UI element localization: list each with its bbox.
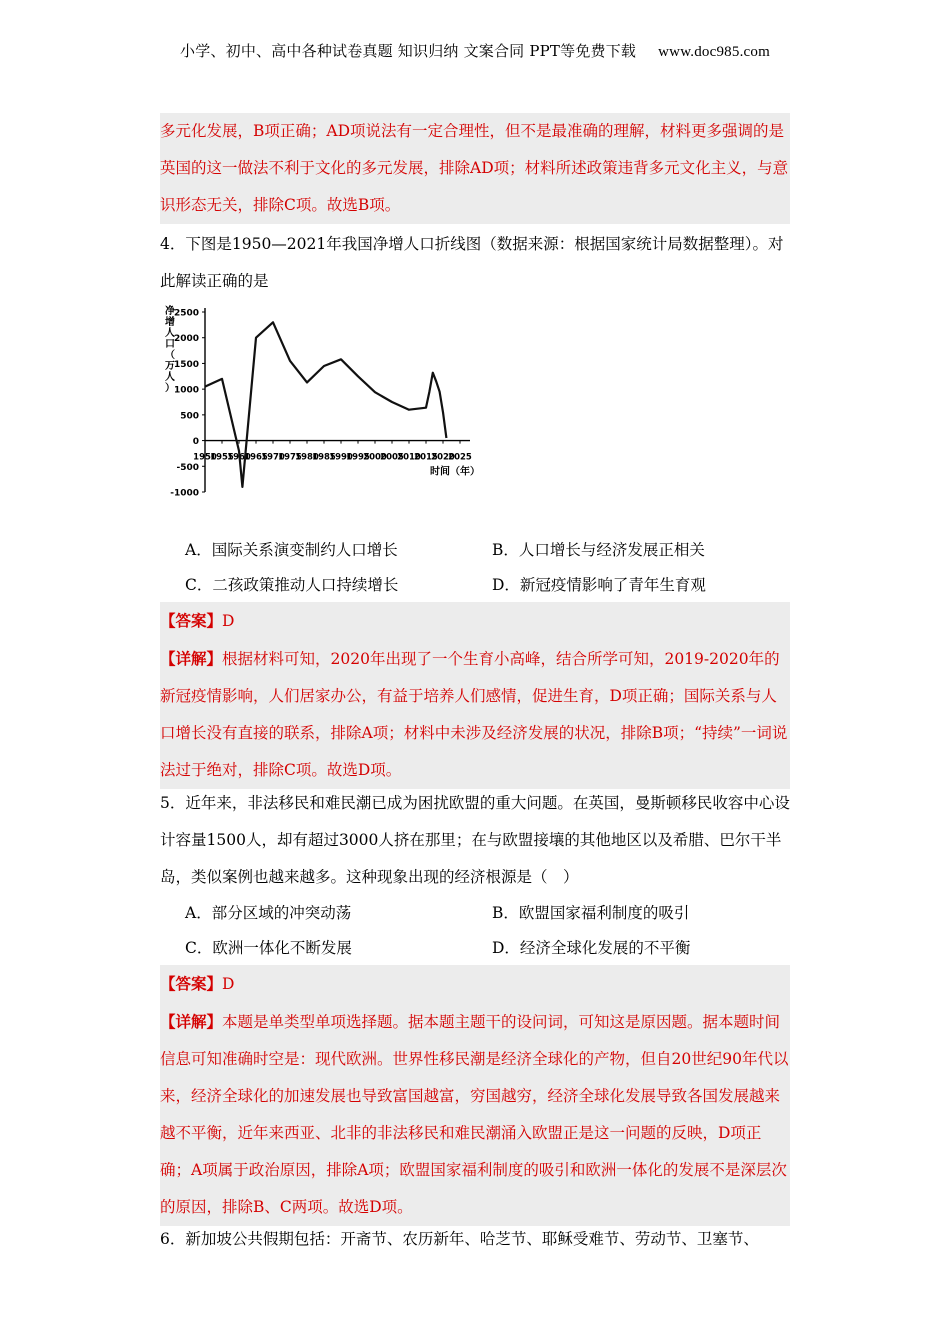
x-tick-label: 2005 [380,452,404,463]
q5-answer-line [160,965,790,1003]
y-tick-label: 2000 [173,334,199,345]
q4-option-b: B．人口增长与经济发展正相关 [492,541,705,559]
x-tick-label: 2015 [414,452,438,463]
x-tick-label: 1950 [193,452,217,463]
y-tick-label: 2500 [173,308,199,319]
q5-option-a: A．部分区域的冲突动荡 [185,904,352,922]
q4-option-a: A．国际关系演变制约人口增长 [185,541,398,559]
q5-detail-tag: 【详解】 [160,1012,223,1031]
y-tick-label: -1000 [170,488,199,499]
x-tick-label: 1965 [244,452,268,463]
x-tick-label: 2025 [448,452,472,463]
y-axis-label: 净增人口（万人） [165,306,175,394]
y-tick-label: 1500 [173,359,199,370]
q4-answer: D [222,612,235,630]
y-tick-label: 1000 [173,385,199,396]
q5-answer-block [160,965,790,1226]
q6-stem: 6．新加坡公共假期包括：开斋节、农历新年、哈芝节、耶稣受难节、劳动节、卫塞节、 [160,1230,759,1248]
prev-explanation: 多元化发展，B项正确；AD项说法有一定合理性，但不是最准确的理解，材料更多强调的是英国的这一做法不利于文化的多元发展，排除AD项；材料所述政策违背多元文化主义，与意识形态无关，排除C项。故选B项。 [160,113,790,224]
y-tick-label: -500 [176,462,199,473]
x-axis-label: 时间（年） [430,466,480,478]
q4-option-d: D．新冠疫情影响了青年生育观 [492,576,706,594]
y-tick-label: 500 [180,411,199,422]
x-tick-label: 1955 [210,452,234,463]
q5-option-d: D．经济全球化发展的不平衡 [492,939,691,957]
q4-detail-tag: 【详解】 [160,649,223,668]
q5-detail: 本题是单类型单项选择题。据本题主题干的设问词，可知这是原因题。据本题时间信息可知准确时空是：现代欧洲。世界性移民潮是经济全球化的产物，但自20世纪90年代以来，经济全球化的加速发展也导致富国越富，穷国越穷，经济全球化发展导致各国发展越来越不平衡，近年来西亚、北非的非法移民和难民潮涌入欧盟正是这一问题的反映，D项正确；A项属于政治原因，排除A项；欧盟国家福利制度的吸引和欧洲一体化的发展不是深层次的原因，排除B、C两项。故选D项。 [160,1013,789,1216]
q5-answer-tag: 【答案】 [160,974,223,993]
x-tick-label: 1975 [278,452,302,463]
q4-option-c: C．二孩政策推动人口持续增长 [185,576,399,594]
q5-answer: D [222,975,235,993]
x-tick-label: 2020 [431,452,455,463]
q4-answer-block [160,602,790,789]
x-tick-label: 1960 [227,452,251,463]
q5-stem: 5．近年来，非法移民和难民潮已成为困扰欧盟的重大问题。在英国，曼斯顿移民收容中心设计容量1500人，却有超过3000人挤在那里；在与欧盟接壤的其他地区以及希腊、巴尔干半岛，类似案例也越来越多。这种现象出现的经济根源是（ ） [160,794,790,886]
x-tick-label: 1970 [261,452,285,463]
x-tick-label: 1980 [295,452,319,463]
q4-detail: 根据材料可知，2020年出现了一个生育小高峰，结合所学可知，2019-2020年的新冠疫情影响，人们居家办公，有益于培养人们感情，促进生育，D项正确；国际关系与人口增长没有直接的联系，排除A项；材料中未涉及经济发展的状况，排除B项；“持续”一词说法过于绝对，排除C项。故选D项。 [160,650,788,779]
q4-answer-line [160,602,790,640]
x-tick-label: 2000 [363,452,387,463]
y-tick-label: 0 [192,437,199,448]
page-header [0,40,950,61]
q4-answer-tag: 【答案】 [160,611,223,630]
header-text: 小学、初中、高中各种试卷真题 知识归纳 文案合同 PPT等免费下载 [180,42,637,60]
header-site: www.doc985.com [658,44,770,60]
q5-option-c: C．欧洲一体化不断发展 [185,939,352,957]
q5-option-b: B．欧盟国家福利制度的吸引 [492,904,690,922]
x-tick-label: 1990 [329,452,353,463]
x-tick-label: 1995 [346,452,370,463]
q5-detail-line [160,1003,790,1226]
q4-detail-line [160,640,790,789]
population-chart [160,300,490,510]
x-tick-label: 2010 [397,452,421,463]
x-tick-label: 1985 [312,452,336,463]
q4-stem: 4．下图是1950—2021年我国净增人口折线图（数据来源：根据国家统计局数据整理）。对此解读正确的是 [160,235,784,290]
